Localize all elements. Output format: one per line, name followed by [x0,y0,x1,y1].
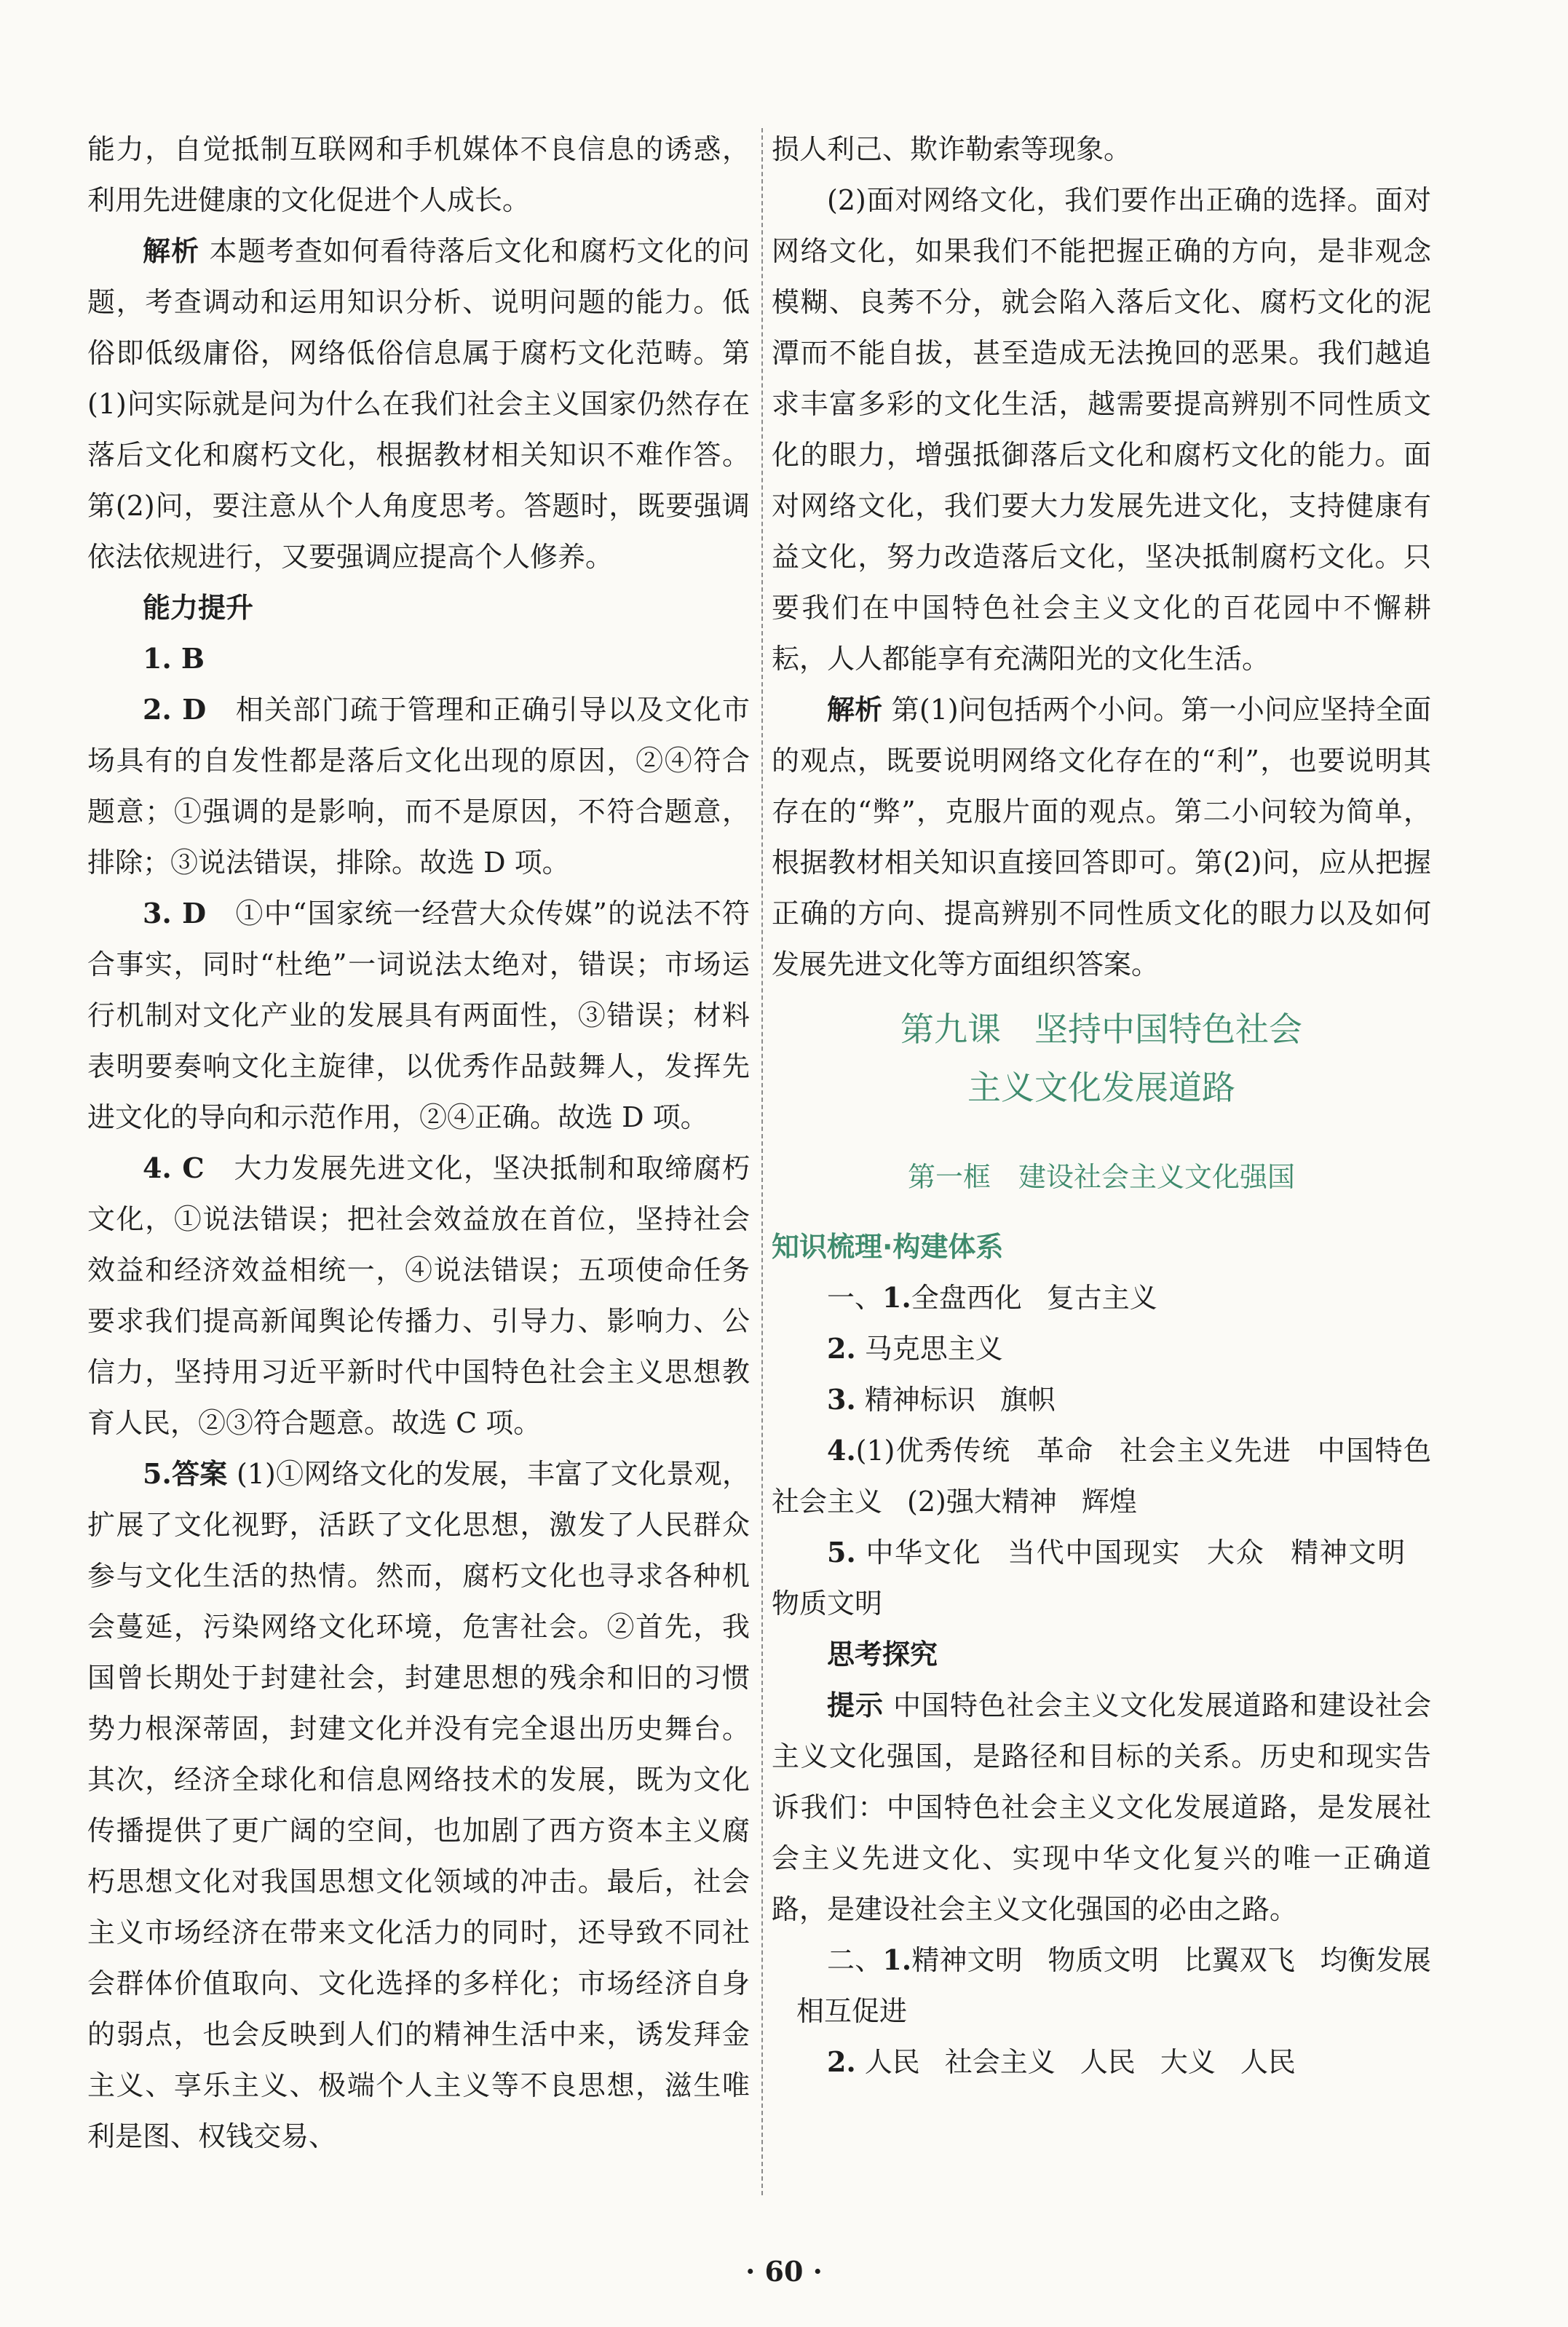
knowledge-item: 二、1.精神文明 物质文明 比翼双飞 均衡发展相互促进 [796,1943,1431,2027]
paragraph: 损人利己、欺诈勒索等现象。 [772,133,1132,165]
paragraph: 能力，自觉抵制互联网和手机媒体不良信息的诱惑，利用先进健康的文化促进个人成长。 [87,133,750,216]
analysis-label: 解析 [827,694,883,726]
answer-text: 相关部门疏于管理和正确引导以及文化市场具有的自发性都是落后文化出现的原因，②④符合题意；①强调的是影响，而不是原因，不符合题意，排除；③说法错误，排除。故选 D 项。 [87,694,750,879]
knowledge-item: 2. 马克思主义 [827,1332,1003,1365]
tip-paragraph [772,1680,1431,1935]
lesson-title-line: 主义文化发展道路 [967,1068,1235,1107]
analysis-text: 第(1)问包括两个小问。第一小问应坚持全面的观点，既要说明网络文化存在的“利”，也要说明其存在的“弊”，克服片面的观点。第二小问较为简单，根据教材相关知识直接回答即可。第(2)问，应从把握正确的方向、提高辨别不同性质文化的眼力以及如何发展先进文化等方面组织答案。 [772,694,1431,980]
answer-number: 5. [143,1457,172,1490]
answer-item [87,1448,750,2162]
lesson-title [772,1000,1431,1117]
knowledge-item: 2. 人民 社会主义 人民 大义 人民 [827,2045,1296,2078]
answer-item [87,1143,750,1448]
answer-item [87,888,750,1143]
answer-text: ①中“国家统一经营大众传媒”的说法不符合事实，同时“杜绝”一词说法太绝对，错误；市场运行机制对文化产业的发展具有两面性，③错误；材料表明要奏响文化主旋律，以优秀作品鼓舞人，发挥先进文化的导向和示范作用，②④正确。故选 D 项。 [87,897,750,1133]
tip-label: 提示 [827,1689,884,1721]
answer-item [87,633,750,684]
tip-text: 中国特色社会主义文化发展道路和建设社会主义文化强国，是路径和目标的关系。历史和现实告诉我们：中国特色社会主义文化发展道路，是发展社会主义先进文化、实现中华文化复兴的唯一正确道路，是建设社会主义文化强国的必由之路。 [772,1689,1431,1925]
analysis-paragraph [87,226,750,582]
knowledge-item: 5. 中华文化 当代中国现实 大众 精神文明物质文明 [772,1536,1406,1620]
answer-number: 3. D [143,897,207,929]
page-number: · 60 · [745,2255,823,2288]
answer-number: 4. C [143,1151,205,1184]
answer-text: 大力发展先进文化，坚决抵制和取缔腐朽文化，①说法错误；把社会效益放在首位，坚持社会效益和经济效益相统一，④说法错误；五项使命任务要求我们提高新闻舆论传播力、引导力、影响力、公信力，坚持用习近平新时代中国特色社会主义思想教育人民，②③符合题意。故选 C 项。 [87,1152,750,1439]
frame-title: 第一框 建设社会主义文化强国 [907,1161,1295,1193]
knowledge-item: 一、1.全盘西化 复古主义 [827,1281,1157,1314]
section-heading: 思考探究 [827,1638,938,1670]
knowledge-item: 4.(1)优秀传统 革命 社会主义先进 中国特色社会主义 (2)强大精神 辉煌 [772,1434,1431,1518]
analysis-label: 解析 [143,235,200,267]
answer-item [87,684,750,888]
column-divider [761,128,763,2195]
analysis-text: 本题考查如何看待落后文化和腐朽文化的问题，考查调动和运用知识分析、说明问题的能力。低俗即低级庸俗，网络低俗信息属于腐朽文化范畴。第(1)问实际就是问为什么在我们社会主义国家仍然存在落后文化和腐朽文化，根据教材相关知识不难作答。第(2)问，要注意从个人角度思考。答题时，既要强调依法依规进行，又要强调应提高个人修养。 [87,235,750,573]
lesson-title-line: 第九课 坚持中国特色社会 [900,1010,1302,1049]
answer-number: 2. D [143,693,207,726]
answer-label: 答案 [171,1458,228,1490]
answer-number: 1. B [143,642,205,675]
section-heading: 能力提升 [143,592,254,624]
analysis-paragraph [772,684,1431,990]
right-column [772,124,1431,2088]
answer-text: (1)①网络文化的发展，丰富了文化景观，扩展了文化视野，活跃了文化思想，激发了人民群众参与文化生活的热情。然而，腐朽文化也寻求各种机会蔓延，污染网络文化环境，危害社会。②首先，我国曾长期处于封建社会，封建思想的残余和旧的习惯势力根深蒂固，封建文化并没有完全退出历史舞台。其次，经济全球化和信息网络技术的发展，既为文化传播提供了更广阔的空间，也加剧了西方资本主义腐朽思想文化对我国思想文化领域的冲击。最后，社会主义市场经济在带来文化活力的同时，还导致不同社会群体价值取向、文化选择的多样化；市场经济自身的弱点，也会反映到人们的精神生活中来，诱发拜金主义、享乐主义、极端个人主义等不良思想，滋生唯利是图、权钱交易、 [87,1458,750,2152]
left-column [87,124,750,2162]
knowledge-item: 3. 精神标识 旗帜 [827,1383,1056,1416]
section-heading: 知识梳理·构建体系 [772,1231,1004,1263]
paragraph: (2)面对网络文化，我们要作出正确的选择。面对网络文化，如果我们不能把握正确的方向，是非观念模糊、良莠不分，就会陷入落后文化、腐朽文化的泥潭而不能自拔，甚至造成无法挽回的恶果。我们越追求丰富多彩的文化生活，越需要提高辨别不同性质文化的眼力，增强抵御落后文化和腐朽文化的能力。面对网络文化，我们要大力发展先进文化，支持健康有益文化，努力改造落后文化，坚决抵制腐朽文化。只要我们在中国特色社会主义文化的百花园中不懈耕耘，人人都能享有充满阳光的文化生活。 [772,184,1431,675]
